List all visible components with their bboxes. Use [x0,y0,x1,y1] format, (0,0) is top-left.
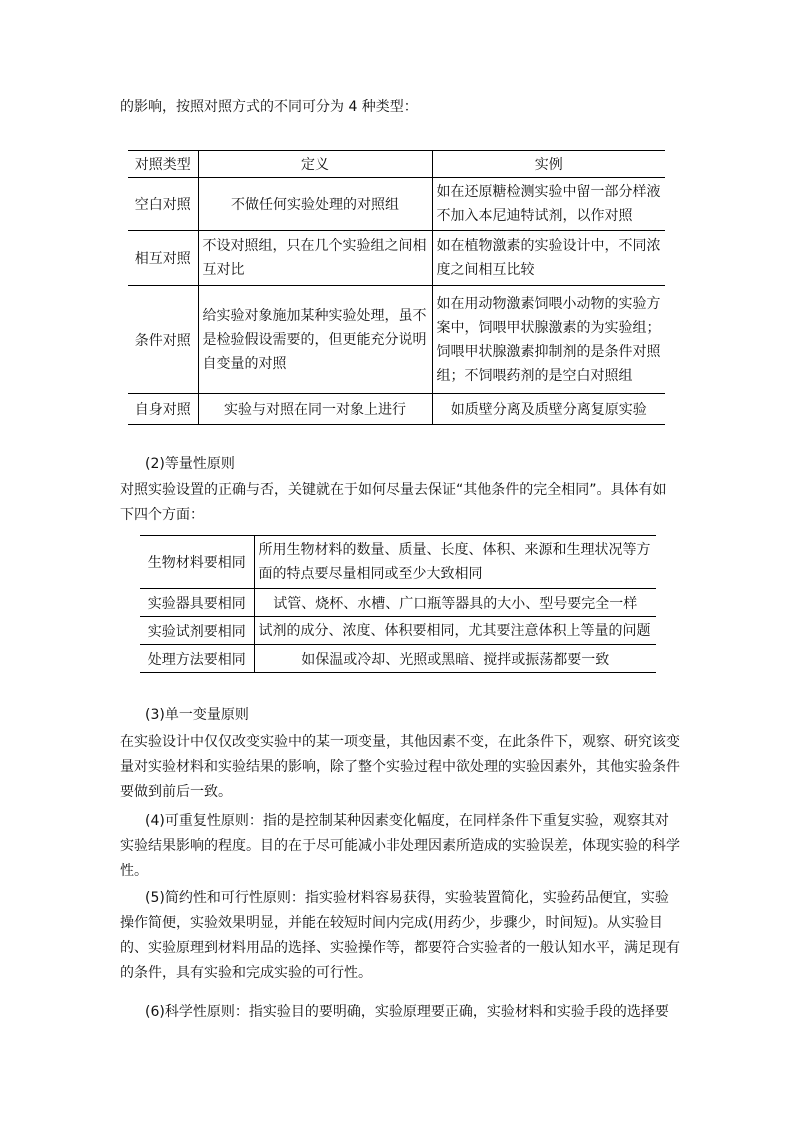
table-row [128,286,665,394]
table-cell: 所用生物材料的数量、质量、长度、体积、来源和生理状况等方面的特点要尽量相同或至少大致相同 [254,536,656,589]
section3-heading: (3)单一变量原则 [145,707,249,723]
table-cell: 实验器具要相同 [140,589,254,617]
table-row [128,178,665,231]
table-cell: 如质壁分离及质壁分离复原实验 [432,394,665,425]
table-cell: 实验试剂要相同 [140,617,254,645]
table-row [140,617,656,645]
header-cell: 定义 [198,151,432,178]
section2-heading: (2)等量性原则 [145,456,235,472]
table-row [140,645,656,673]
table-cell: 给实验对象施加某种实验处理，虽不是检验假设需要的，但更能充分说明自变量的对照 [198,286,432,394]
table-cell: 实验与对照在同一对象上进行 [198,394,432,425]
table-cell: 条件对照 [128,286,198,394]
table-cell: 相互对照 [128,231,198,286]
equal-quantity-table [140,535,656,673]
table-cell: 如保温或冷却、光照或黑暗、搅拌或振荡都要一致 [254,645,656,673]
table-cell: 如在还原糖检测实验中留一部分样液不加入本尼迪特试剂，以作对照 [432,178,665,231]
table-header-row [128,151,665,178]
table-cell: 试剂的成分、浓度、体积要相同，尤其要注意体积上等量的问题 [254,617,656,645]
table-cell: 试管、烧杯、水槽、广口瓶等器具的大小、型号要完全一样 [254,589,656,617]
table-row [128,231,665,286]
section5-text: (5)简约性和可行性原则：指实验材料容易获得，实验装置简化，实验药品便宜，实验操作简便，实验效果明显，并能在较短时间内完成(用药少，步骤少，时间短)。从实验目的、实验原理到材料用品的选择、实验操作等，都要符合实验者的一般认知水平，满足现有的条件，具有实验和完成实验的可行性。 [120,890,680,981]
intro-text: 的影响，按照对照方式的不同可分为 4 种类型： [120,99,418,115]
table-cell: 如在用动物激素饲喂小动物的实验方案中，饲喂甲状腺激素的为实验组；饲喂甲状腺激素抑制剂的是条件对照组；不饲喂药剂的是空白对照组 [432,286,665,394]
control-types-table [128,150,665,425]
header-cell: 对照类型 [128,151,198,178]
section3-text: 在实验设计中仅仅改变实验中的某一项变量，其他因素不变，在此条件下，观察、研究该变量对实验材料和实验结果的影响，除了整个实验过程中欲处理的实验因素外，其他实验条件要做到前后一致。 [120,734,680,800]
section6-text: (6)科学性原则：指实验目的要明确，实验原理要正确，实验材料和实验手段的选择要 [145,1004,669,1020]
table-cell: 处理方法要相同 [140,645,254,673]
table-cell: 生物材料要相同 [140,536,254,589]
section4-text: (4)可重复性原则：指的是控制某种因素变化幅度，在同样条件下重复实验，观察其对实验结果影响的程度。目的在于尽可能减小非处理因素所造成的实验误差，体现实验的科学性。 [120,813,680,879]
table-row [140,589,656,617]
table-cell: 如在植物激素的实验设计中，不同浓度之间相互比较 [432,231,665,286]
header-cell: 实例 [432,151,665,178]
table-cell: 不做任何实验处理的对照组 [198,178,432,231]
section2-text: 对照实验设置的正确与否，关键就在于如何尽量去保证“其他条件的完全相同”。具体有如下四个方面： [120,482,667,523]
table-row [140,536,656,589]
table-cell: 空白对照 [128,178,198,231]
table-cell: 不设对照组，只在几个实验组之间相互对比 [198,231,432,286]
table-row [128,394,665,425]
table-cell: 自身对照 [128,394,198,425]
